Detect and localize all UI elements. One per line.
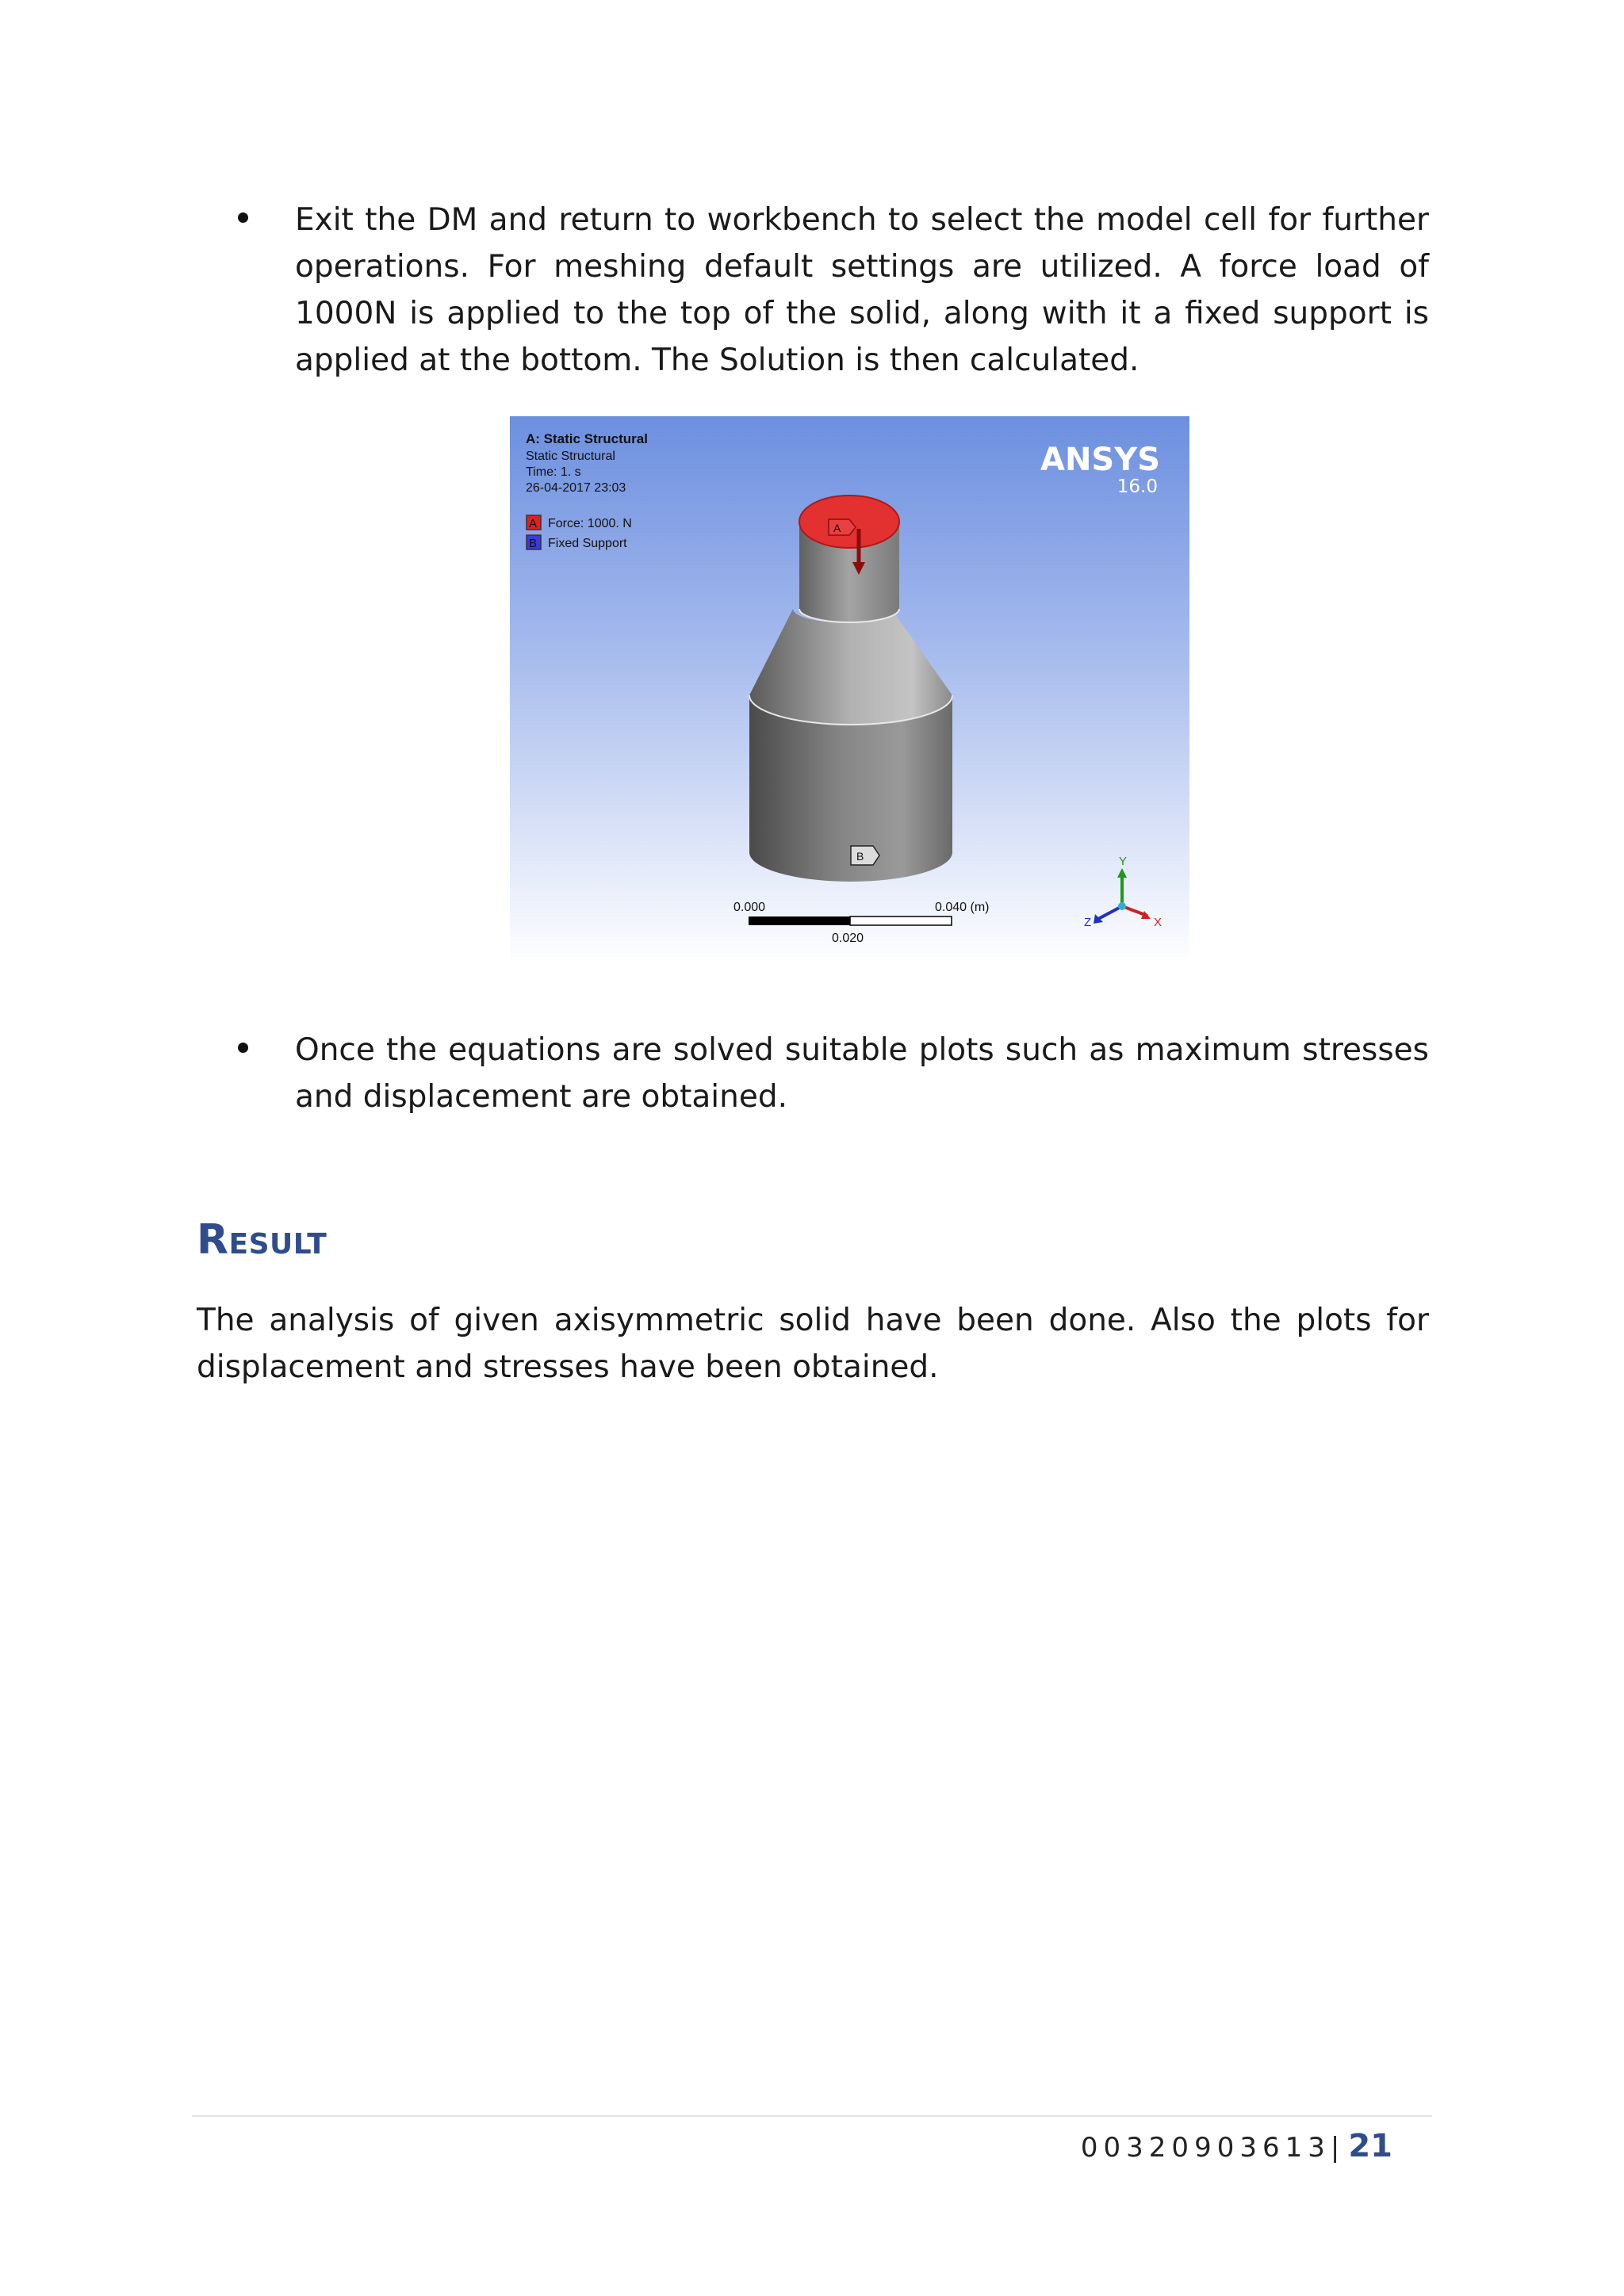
ansys-version: 16.0 <box>1116 476 1158 497</box>
result-paragraph: The analysis of given axisymmetric solid have been done. Also the plots for displacement and stresses have been obtained. <box>197 1303 1429 1385</box>
legend-label-support: Fixed Support <box>548 537 627 550</box>
scale-bar-empty <box>850 916 952 925</box>
force-tag-a-label: A <box>833 522 841 534</box>
axis-x-label: X <box>1154 916 1162 929</box>
scale-bar-filled <box>749 916 850 925</box>
section-heading-result: Result <box>197 1216 327 1264</box>
bullet-dot <box>238 212 248 223</box>
page-number: 21 <box>1348 2128 1392 2164</box>
footer-separator: | <box>1330 2132 1346 2164</box>
figure-time: Time: 1. s <box>526 465 581 479</box>
bullet-text-1: Exit the DM and return to workbench to select the model cell for further operations. For meshing default settings are utilized. A force load of 1000N is applied to the top of the solid, along with it a fixed support is applied at the bottom. The Solution is then calculated. <box>295 202 1429 378</box>
axis-y-label: Y <box>1119 855 1128 868</box>
bullet-item-1 <box>238 197 1429 384</box>
support-tag-b-label: B <box>856 850 864 863</box>
axis-z-label: Z <box>1084 916 1092 929</box>
scale-label-left: 0.000 <box>733 901 766 914</box>
ansys-logo: ANSYS <box>1040 442 1160 478</box>
bullet-dot <box>238 1043 248 1053</box>
page-footer <box>1081 2128 1392 2164</box>
legend-tag-a: A <box>529 517 538 530</box>
scale-label-mid: 0.020 <box>832 932 864 945</box>
bullet-item-2 <box>238 1027 1429 1120</box>
footer-divider <box>192 2115 1432 2117</box>
figure-title: A: Static Structural <box>526 431 648 446</box>
scale-label-right: 0.040 (m) <box>935 901 990 914</box>
footer-id-number: 00320903613 <box>1080 2132 1331 2164</box>
legend-tag-b: B <box>529 537 538 550</box>
legend-label-force: Force: 1000. N <box>548 517 632 530</box>
ansys-figure <box>510 416 1189 963</box>
figure-subtitle: Static Structural <box>526 450 615 463</box>
support-tag-b <box>851 846 879 865</box>
bullet-text-2: Once the equations are solved suitable plots such as maximum stresses and displacement are obtained. <box>295 1032 1429 1115</box>
figure-date: 26-04-2017 23:03 <box>526 481 626 495</box>
ansys-viewport <box>510 416 1189 963</box>
